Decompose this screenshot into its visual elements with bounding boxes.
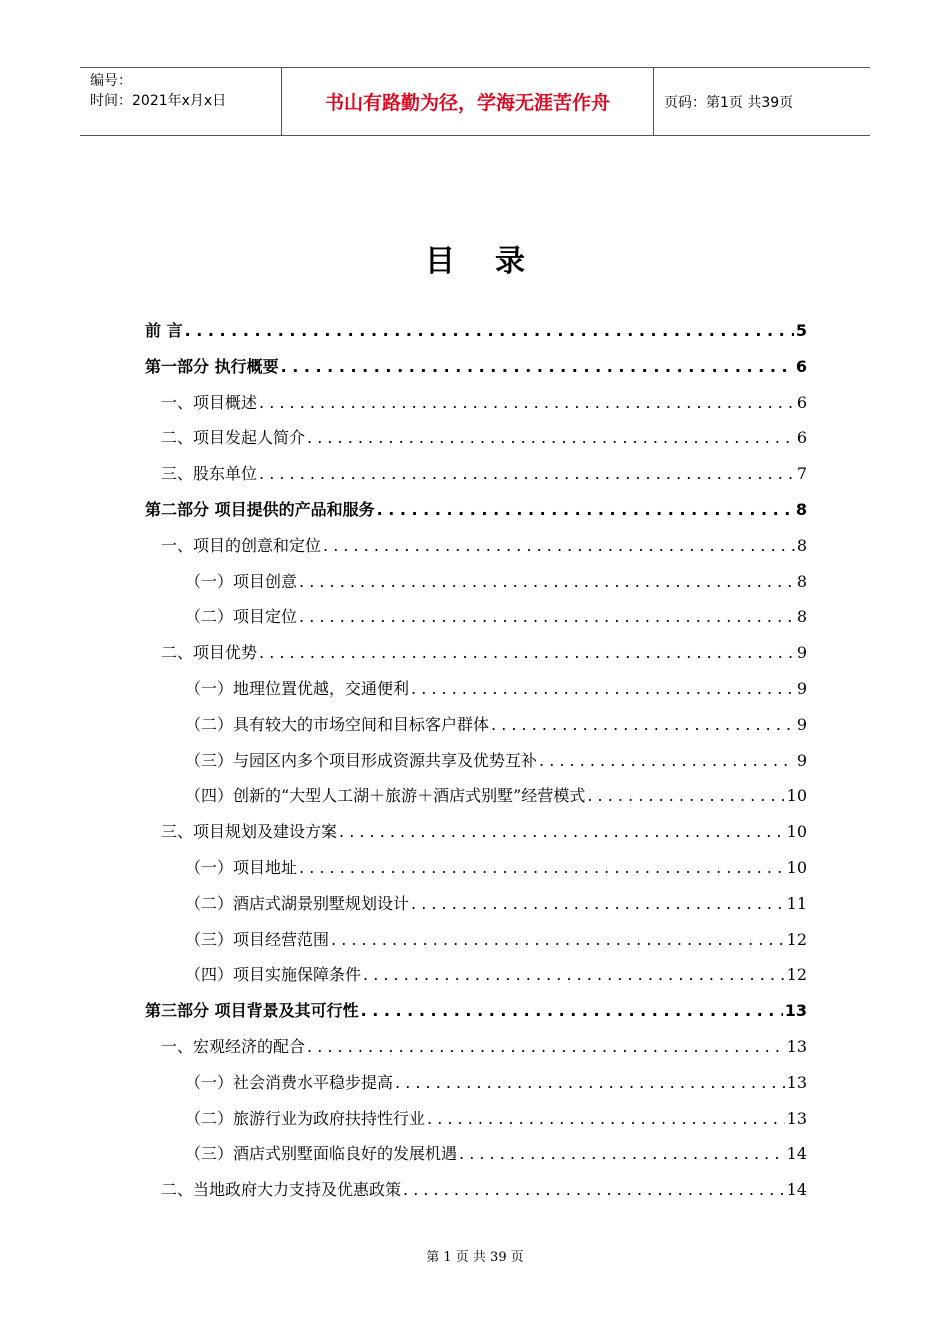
toc-leader-dots — [377, 492, 794, 528]
toc-entry-title: （二）酒店式湖景别墅规划设计 — [185, 893, 410, 913]
toc-entry-page: 13 — [786, 1072, 807, 1092]
toc-entry-title: （二）项目定位 — [185, 607, 298, 627]
toc-entry-title: （二）旅游行业为政府扶持性行业 — [185, 1108, 426, 1128]
toc-entry-title: （三）项目经营范围 — [185, 929, 330, 949]
toc-entry-title: （三）酒店式别墅面临良好的发展机遇 — [185, 1144, 458, 1164]
toc-entry-page: 13 — [784, 1001, 807, 1021]
toc-entry-page: 8 — [796, 607, 807, 627]
toc-entry[interactable] — [145, 564, 807, 600]
toc-entry-title: 一、项目的创意和定位 — [161, 535, 322, 555]
toc-entry-page: 9 — [796, 678, 807, 698]
toc-entry-title: （一）地理位置优越，交通便利 — [185, 678, 410, 698]
toc-entry-page: 6 — [796, 392, 807, 412]
toc-entry-title: （四）创新的“大型人工湖＋旅游＋酒店式别墅”经营模式 — [185, 786, 586, 806]
toc-entry[interactable] — [145, 993, 807, 1029]
toc-entry-title: 一、项目概述 — [161, 392, 258, 412]
toc-entry[interactable] — [145, 850, 807, 886]
toc-entry[interactable] — [145, 1065, 807, 1101]
toc-leader-dots — [459, 1136, 785, 1172]
toc-leader-dots — [259, 385, 795, 421]
toc-leader-dots — [259, 635, 795, 671]
toc-leader-dots — [281, 349, 794, 385]
toc-entry-page: 6 — [795, 356, 807, 376]
toc-entry[interactable] — [145, 957, 807, 993]
toc-entry-title: 二、项目优势 — [161, 643, 258, 663]
toc-entry[interactable] — [145, 420, 807, 456]
header-meta — [80, 68, 282, 135]
toc-leader-dots — [299, 564, 795, 600]
toc-entry[interactable] — [145, 456, 807, 492]
toc-entry-page: 10 — [786, 822, 807, 842]
toc-leader-dots — [403, 1172, 785, 1208]
toc-entry[interactable] — [145, 743, 807, 779]
toc-leader-dots — [299, 599, 795, 635]
toc-entry-page: 9 — [796, 750, 807, 770]
toc-leader-dots — [259, 456, 795, 492]
header-page-info: 页码：第1页 共39页 — [664, 94, 794, 111]
toc-entry-title: （一）社会消费水平稳步提高 — [185, 1072, 394, 1092]
toc-leader-dots — [307, 1029, 785, 1065]
toc-leader-dots — [185, 313, 794, 349]
toc-entry[interactable] — [145, 1136, 807, 1172]
toc-leader-dots — [361, 993, 783, 1029]
time-label: 时间：2021年x月x日 — [90, 93, 227, 109]
toc-entry-title: （二）具有较大的市场空间和目标客户群体 — [185, 714, 490, 734]
toc-entry-page: 9 — [796, 714, 807, 734]
toc-leader-dots — [491, 707, 795, 743]
toc-entry-page: 14 — [786, 1144, 807, 1164]
toc-entry[interactable] — [145, 922, 807, 958]
page-footer: 第 1 页 共 39 页 — [426, 1250, 524, 1265]
toc-entry[interactable] — [145, 707, 807, 743]
toc-entry-title: 前 言 — [145, 321, 183, 340]
toc-leader-dots — [411, 886, 785, 922]
toc-entry-page: 7 — [796, 464, 807, 484]
toc-leader-dots — [307, 420, 795, 456]
toc-entry-page: 13 — [786, 1108, 807, 1128]
toc-entry[interactable] — [145, 492, 807, 528]
toc-leader-dots — [411, 671, 795, 707]
toc-entry-page: 9 — [796, 643, 807, 663]
toc-entry-page: 6 — [796, 428, 807, 448]
table-of-contents — [145, 313, 807, 1208]
toc-leader-dots — [323, 528, 795, 564]
toc-entry[interactable] — [145, 886, 807, 922]
toc-entry-title: 第三部分 项目背景及其可行性 — [145, 1001, 359, 1021]
toc-leader-dots — [299, 850, 785, 886]
toc-leader-dots — [331, 922, 785, 958]
toc-entry-page: 14 — [786, 1180, 807, 1200]
toc-entry-title: 第二部分 项目提供的产品和服务 — [145, 499, 375, 519]
toc-entry-title: （一）项目创意 — [185, 571, 298, 591]
toc-entry[interactable] — [145, 313, 807, 349]
toc-entry[interactable] — [145, 385, 807, 421]
toc-entry-title: 三、项目规划及建设方案 — [161, 822, 338, 842]
toc-entry[interactable] — [145, 528, 807, 564]
toc-entry-page: 12 — [786, 929, 807, 949]
toc-entry[interactable] — [145, 1172, 807, 1208]
toc-entry-title: 二、项目发起人简介 — [161, 428, 306, 448]
toc-entry[interactable] — [145, 814, 807, 850]
toc-entry-page: 5 — [795, 321, 807, 340]
toc-entry-page: 10 — [786, 857, 807, 877]
toc-entry-page: 8 — [795, 499, 807, 519]
toc-entry-page: 8 — [796, 535, 807, 555]
toc-entry[interactable] — [145, 1029, 807, 1065]
toc-entry-page: 8 — [796, 571, 807, 591]
toc-entry-title: （三）与园区内多个项目形成资源共享及优势互补 — [185, 750, 538, 770]
toc-entry[interactable] — [145, 349, 807, 385]
toc-leader-dots — [339, 814, 785, 850]
toc-entry-title: 一、宏观经济的配合 — [161, 1036, 306, 1056]
toc-entry[interactable] — [145, 599, 807, 635]
toc-entry[interactable] — [145, 1101, 807, 1137]
toc-entry-page: 13 — [786, 1036, 807, 1056]
toc-entry-title: （一）项目地址 — [185, 857, 298, 877]
toc-leader-dots — [363, 957, 785, 993]
toc-entry-title: （四）项目实施保障条件 — [185, 965, 362, 985]
toc-entry-page: 12 — [786, 965, 807, 985]
toc-entry-page: 11 — [786, 893, 807, 913]
toc-leader-dots — [539, 743, 795, 779]
toc-entry[interactable] — [145, 635, 807, 671]
toc-entry-page: 10 — [786, 786, 807, 806]
toc-leader-dots — [395, 1065, 785, 1101]
toc-entry[interactable] — [145, 778, 807, 814]
toc-entry-title: 第一部分 执行概要 — [145, 356, 279, 376]
header-motto: 书山有路勤为径，学海无涯苦作舟 — [282, 68, 654, 135]
document-title: 目录 — [425, 244, 565, 279]
toc-leader-dots — [427, 1101, 785, 1137]
number-label: 编号： — [90, 73, 132, 89]
toc-entry-title: 三、股东单位 — [161, 464, 258, 484]
toc-entry-title: 二、当地政府大力支持及优惠政策 — [161, 1180, 402, 1200]
toc-entry[interactable] — [145, 671, 807, 707]
page-header — [80, 67, 870, 136]
toc-leader-dots — [587, 778, 784, 814]
